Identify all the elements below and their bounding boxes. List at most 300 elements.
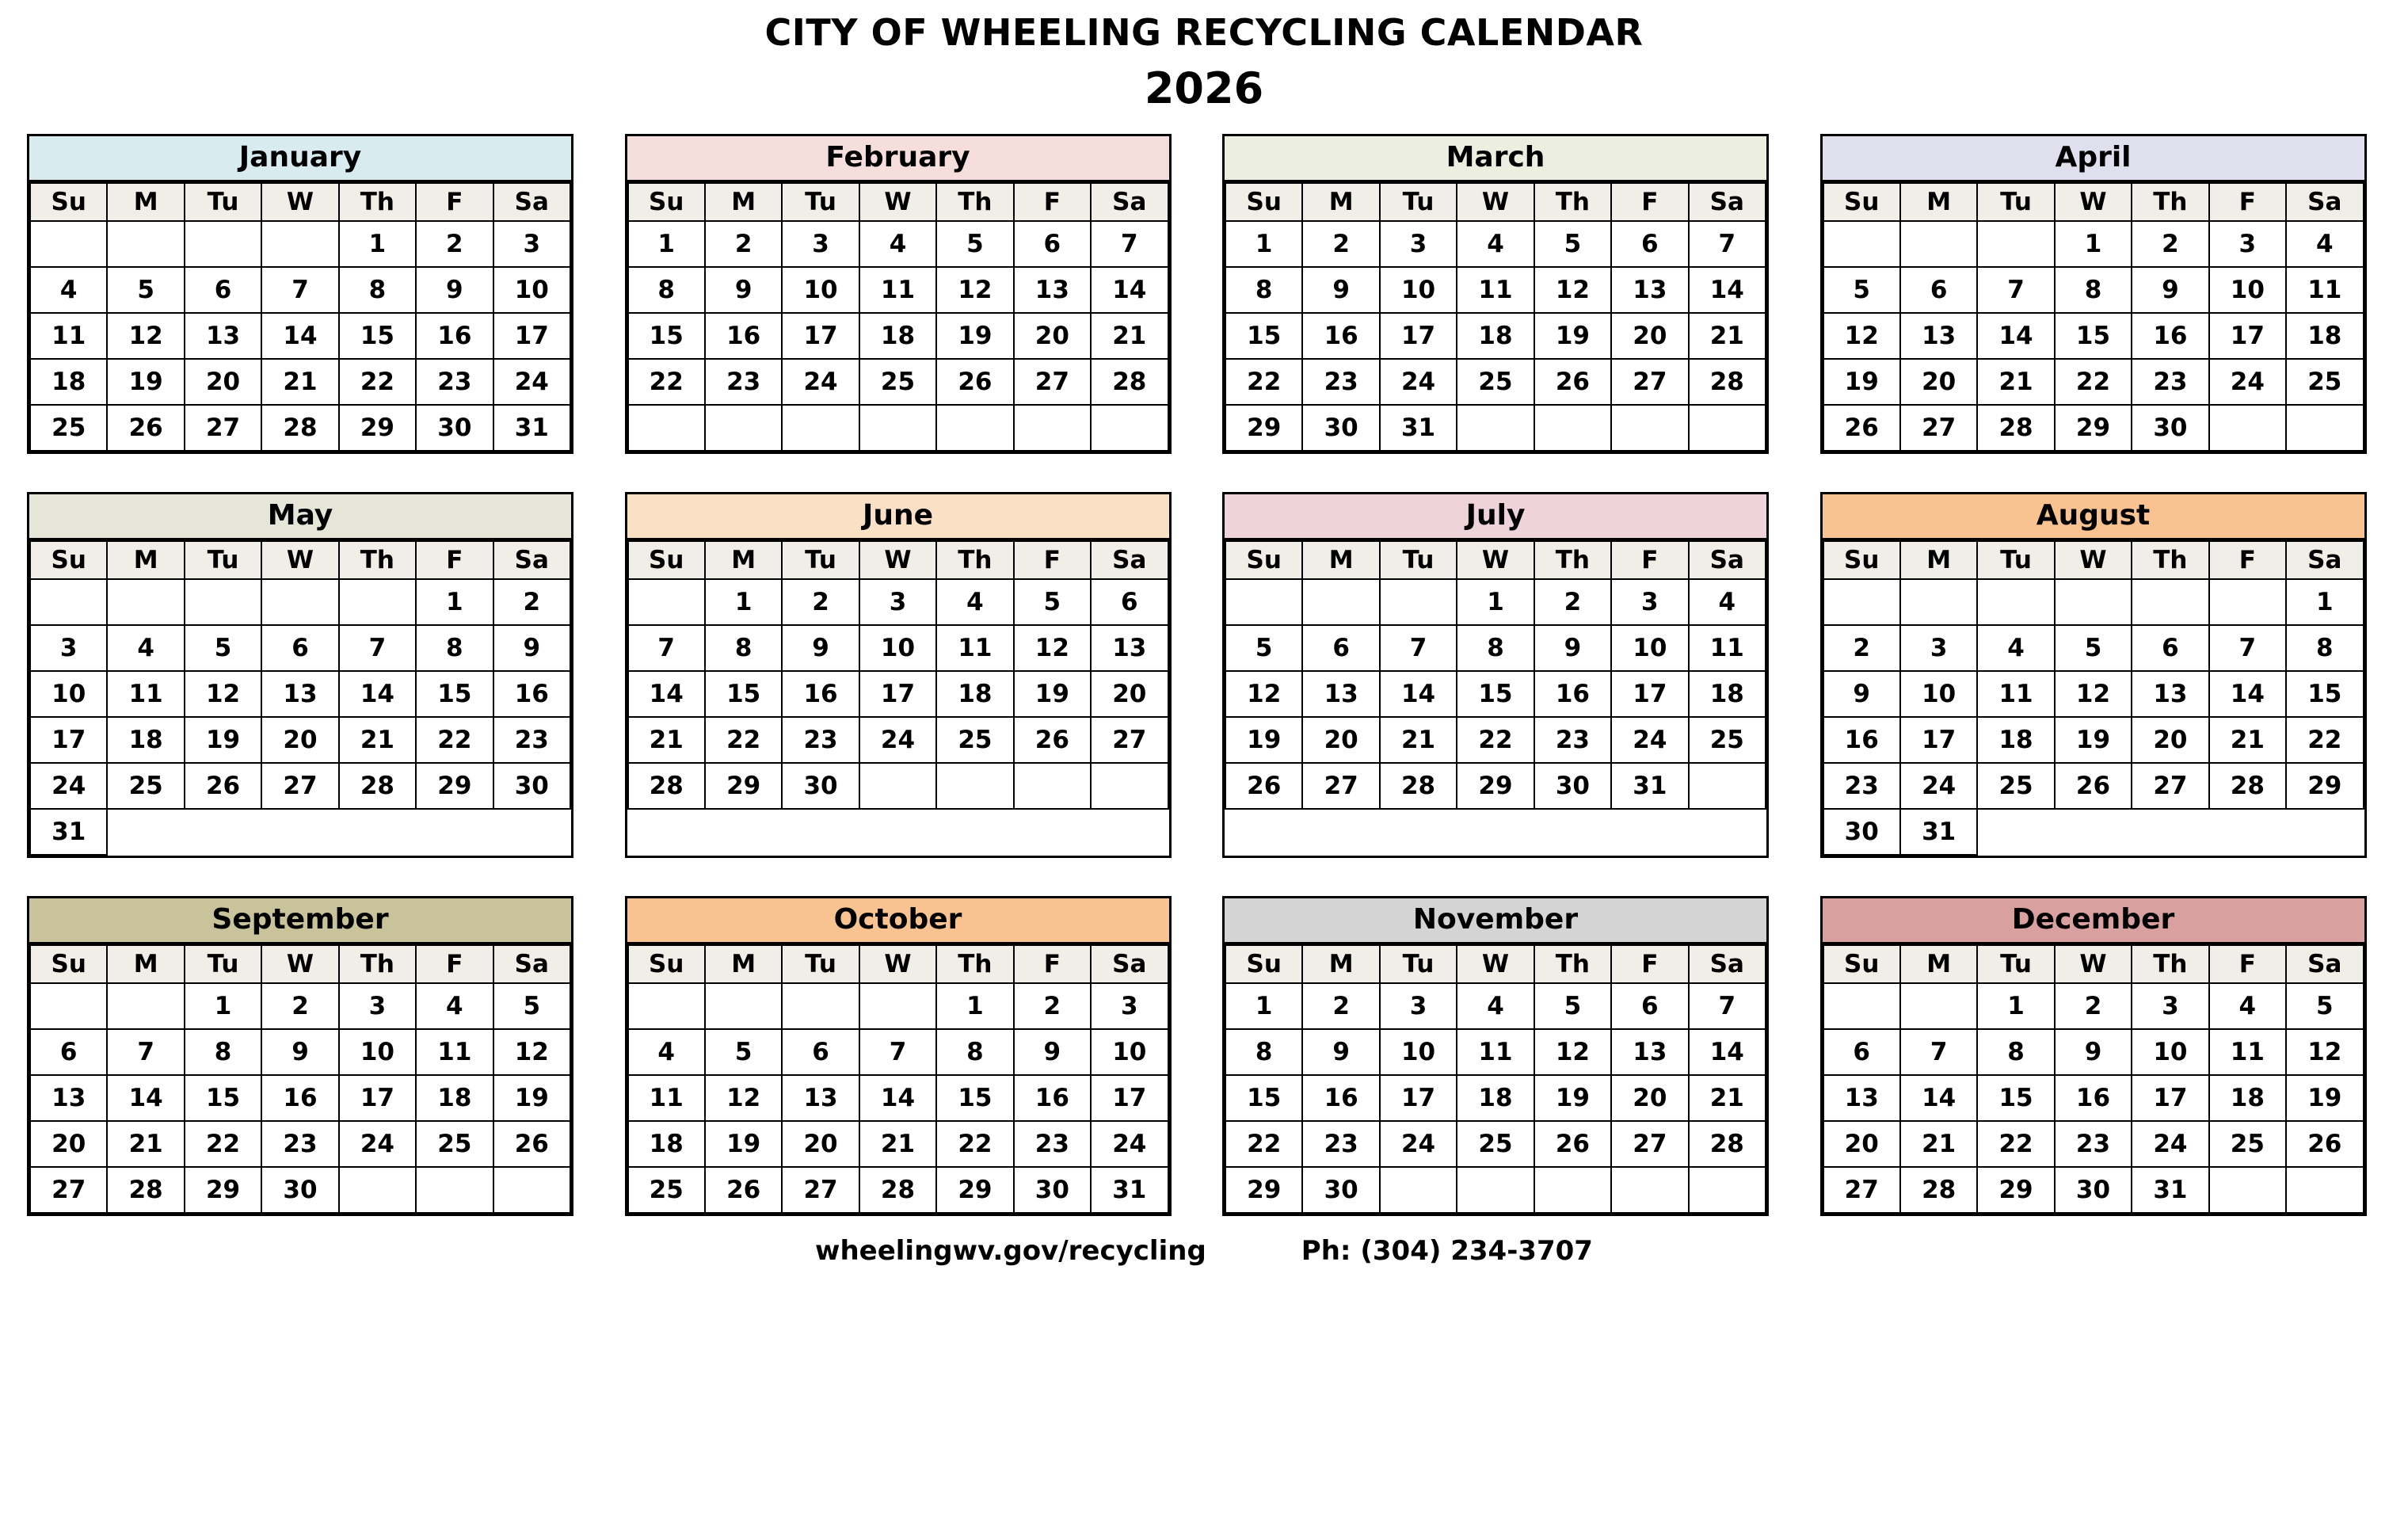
day-cell[interactable]: 12 — [185, 671, 261, 717]
day-cell[interactable]: 1 — [1457, 579, 1534, 625]
day-cell[interactable]: 11 — [628, 1075, 705, 1121]
day-cell[interactable]: 17 — [2209, 313, 2286, 359]
day-cell[interactable]: 19 — [1534, 1075, 1611, 1121]
day-cell[interactable]: 6 — [1302, 625, 1379, 671]
day-cell[interactable]: 14 — [1977, 313, 2054, 359]
day-cell[interactable]: 24 — [859, 717, 936, 763]
day-cell[interactable]: 20 — [261, 717, 338, 763]
day-cell[interactable]: 15 — [416, 671, 493, 717]
day-cell[interactable]: 26 — [185, 763, 261, 809]
day-cell[interactable]: 19 — [936, 313, 1013, 359]
footer-website[interactable]: wheelingwv.gov/recycling — [815, 1235, 1206, 1267]
day-cell[interactable]: 6 — [1091, 579, 1168, 625]
day-cell[interactable]: 2 — [1014, 983, 1091, 1029]
day-cell[interactable]: 9 — [1014, 1029, 1091, 1075]
day-cell[interactable]: 1 — [1225, 221, 1302, 267]
day-cell[interactable]: 25 — [416, 1121, 493, 1167]
day-cell[interactable]: 17 — [493, 313, 570, 359]
day-cell[interactable]: 10 — [1380, 267, 1457, 313]
day-cell[interactable]: 22 — [1225, 359, 1302, 405]
day-cell[interactable]: 28 — [1091, 359, 1168, 405]
day-cell[interactable]: 4 — [1457, 221, 1534, 267]
day-cell[interactable]: 18 — [107, 717, 184, 763]
day-cell[interactable]: 17 — [1611, 671, 1688, 717]
day-cell[interactable]: 11 — [1689, 625, 1766, 671]
day-cell[interactable]: 22 — [1225, 1121, 1302, 1167]
day-cell[interactable]: 10 — [859, 625, 936, 671]
day-cell[interactable]: 5 — [1823, 267, 1900, 313]
day-cell[interactable]: 27 — [30, 1167, 107, 1213]
day-cell[interactable]: 18 — [936, 671, 1013, 717]
day-cell[interactable]: 22 — [2055, 359, 2132, 405]
day-cell[interactable]: 29 — [185, 1167, 261, 1213]
day-cell[interactable]: 27 — [1611, 1121, 1688, 1167]
day-cell[interactable]: 27 — [1611, 359, 1688, 405]
day-cell[interactable]: 5 — [107, 267, 184, 313]
day-cell[interactable]: 9 — [2132, 267, 2208, 313]
day-cell[interactable]: 13 — [185, 313, 261, 359]
day-cell[interactable]: 14 — [859, 1075, 936, 1121]
day-cell[interactable]: 27 — [185, 405, 261, 451]
day-cell[interactable]: 14 — [1380, 671, 1457, 717]
day-cell[interactable]: 8 — [1225, 267, 1302, 313]
day-cell[interactable]: 22 — [1457, 717, 1534, 763]
day-cell[interactable]: 3 — [1380, 221, 1457, 267]
day-cell[interactable]: 7 — [107, 1029, 184, 1075]
day-cell[interactable]: 20 — [782, 1121, 859, 1167]
day-cell[interactable]: 31 — [493, 405, 570, 451]
day-cell[interactable]: 3 — [1091, 983, 1168, 1029]
day-cell[interactable]: 5 — [705, 1029, 782, 1075]
day-cell[interactable]: 27 — [1823, 1167, 1900, 1213]
day-cell[interactable]: 1 — [185, 983, 261, 1029]
day-cell[interactable]: 7 — [339, 625, 416, 671]
day-cell[interactable]: 25 — [1457, 1121, 1534, 1167]
day-cell[interactable]: 27 — [261, 763, 338, 809]
day-cell[interactable]: 9 — [416, 267, 493, 313]
day-cell[interactable]: 26 — [1225, 763, 1302, 809]
day-cell[interactable]: 26 — [2055, 763, 2132, 809]
day-cell[interactable]: 9 — [1823, 671, 1900, 717]
day-cell[interactable]: 21 — [1380, 717, 1457, 763]
day-cell[interactable]: 16 — [2055, 1075, 2132, 1121]
day-cell[interactable]: 23 — [416, 359, 493, 405]
day-cell[interactable]: 24 — [782, 359, 859, 405]
day-cell[interactable]: 28 — [628, 763, 705, 809]
day-cell[interactable]: 8 — [416, 625, 493, 671]
day-cell[interactable]: 15 — [2286, 671, 2363, 717]
day-cell[interactable]: 5 — [936, 221, 1013, 267]
day-cell[interactable]: 3 — [1900, 625, 1977, 671]
day-cell[interactable]: 30 — [1014, 1167, 1091, 1213]
day-cell[interactable]: 11 — [859, 267, 936, 313]
day-cell[interactable]: 5 — [185, 625, 261, 671]
day-cell[interactable]: 4 — [30, 267, 107, 313]
day-cell[interactable]: 30 — [1302, 405, 1379, 451]
day-cell[interactable]: 5 — [493, 983, 570, 1029]
day-cell[interactable]: 22 — [628, 359, 705, 405]
day-cell[interactable]: 22 — [416, 717, 493, 763]
day-cell[interactable]: 8 — [339, 267, 416, 313]
day-cell[interactable]: 6 — [1611, 983, 1688, 1029]
day-cell[interactable]: 23 — [705, 359, 782, 405]
day-cell[interactable]: 24 — [1380, 359, 1457, 405]
day-cell[interactable]: 20 — [1611, 1075, 1688, 1121]
day-cell[interactable]: 4 — [936, 579, 1013, 625]
day-cell[interactable]: 7 — [1689, 221, 1766, 267]
day-cell[interactable]: 10 — [1611, 625, 1688, 671]
day-cell[interactable]: 21 — [339, 717, 416, 763]
day-cell[interactable]: 2 — [1302, 983, 1379, 1029]
day-cell[interactable]: 10 — [2209, 267, 2286, 313]
day-cell[interactable]: 11 — [416, 1029, 493, 1075]
day-cell[interactable]: 12 — [2286, 1029, 2363, 1075]
day-cell[interactable]: 14 — [261, 313, 338, 359]
day-cell[interactable]: 7 — [1977, 267, 2054, 313]
day-cell[interactable]: 21 — [1689, 1075, 1766, 1121]
day-cell[interactable]: 13 — [261, 671, 338, 717]
day-cell[interactable]: 2 — [493, 579, 570, 625]
day-cell[interactable]: 21 — [2209, 717, 2286, 763]
day-cell[interactable]: 23 — [1823, 763, 1900, 809]
day-cell[interactable]: 25 — [1977, 763, 2054, 809]
day-cell[interactable]: 18 — [416, 1075, 493, 1121]
day-cell[interactable]: 30 — [782, 763, 859, 809]
day-cell[interactable]: 17 — [339, 1075, 416, 1121]
day-cell[interactable]: 30 — [1302, 1167, 1379, 1213]
day-cell[interactable]: 3 — [1611, 579, 1688, 625]
day-cell[interactable]: 15 — [705, 671, 782, 717]
day-cell[interactable]: 19 — [493, 1075, 570, 1121]
day-cell[interactable]: 4 — [2286, 221, 2363, 267]
day-cell[interactable]: 10 — [30, 671, 107, 717]
day-cell[interactable]: 14 — [1091, 267, 1168, 313]
day-cell[interactable]: 23 — [261, 1121, 338, 1167]
day-cell[interactable]: 20 — [1014, 313, 1091, 359]
day-cell[interactable]: 30 — [2055, 1167, 2132, 1213]
day-cell[interactable]: 2 — [2055, 983, 2132, 1029]
day-cell[interactable]: 5 — [1534, 983, 1611, 1029]
day-cell[interactable]: 24 — [1900, 763, 1977, 809]
day-cell[interactable]: 23 — [1302, 1121, 1379, 1167]
day-cell[interactable]: 25 — [628, 1167, 705, 1213]
day-cell[interactable]: 17 — [1091, 1075, 1168, 1121]
day-cell[interactable]: 1 — [1977, 983, 2054, 1029]
day-cell[interactable]: 2 — [782, 579, 859, 625]
day-cell[interactable]: 23 — [2132, 359, 2208, 405]
day-cell[interactable]: 10 — [782, 267, 859, 313]
day-cell[interactable]: 20 — [2132, 717, 2208, 763]
day-cell[interactable]: 17 — [1380, 1075, 1457, 1121]
day-cell[interactable]: 20 — [1091, 671, 1168, 717]
day-cell[interactable]: 12 — [1225, 671, 1302, 717]
day-cell[interactable]: 25 — [30, 405, 107, 451]
day-cell[interactable]: 3 — [782, 221, 859, 267]
day-cell[interactable]: 23 — [1534, 717, 1611, 763]
day-cell[interactable]: 3 — [2132, 983, 2208, 1029]
day-cell[interactable]: 13 — [1091, 625, 1168, 671]
day-cell[interactable]: 21 — [107, 1121, 184, 1167]
day-cell[interactable]: 13 — [1302, 671, 1379, 717]
day-cell[interactable]: 21 — [1689, 313, 1766, 359]
day-cell[interactable]: 1 — [339, 221, 416, 267]
day-cell[interactable]: 8 — [1225, 1029, 1302, 1075]
day-cell[interactable]: 17 — [1380, 313, 1457, 359]
day-cell[interactable]: 18 — [1689, 671, 1766, 717]
day-cell[interactable]: 10 — [1380, 1029, 1457, 1075]
day-cell[interactable]: 19 — [2055, 717, 2132, 763]
day-cell[interactable]: 29 — [339, 405, 416, 451]
day-cell[interactable]: 23 — [782, 717, 859, 763]
day-cell[interactable]: 18 — [2286, 313, 2363, 359]
day-cell[interactable]: 13 — [2132, 671, 2208, 717]
day-cell[interactable]: 22 — [185, 1121, 261, 1167]
day-cell[interactable]: 25 — [1457, 359, 1534, 405]
day-cell[interactable]: 27 — [1900, 405, 1977, 451]
day-cell[interactable]: 7 — [2209, 625, 2286, 671]
day-cell[interactable]: 10 — [2132, 1029, 2208, 1075]
day-cell[interactable]: 23 — [493, 717, 570, 763]
day-cell[interactable]: 4 — [1977, 625, 2054, 671]
day-cell[interactable]: 16 — [1014, 1075, 1091, 1121]
day-cell[interactable]: 14 — [628, 671, 705, 717]
day-cell[interactable]: 12 — [1534, 1029, 1611, 1075]
day-cell[interactable]: 20 — [1900, 359, 1977, 405]
day-cell[interactable]: 1 — [705, 579, 782, 625]
day-cell[interactable]: 11 — [1457, 267, 1534, 313]
day-cell[interactable]: 13 — [1900, 313, 1977, 359]
day-cell[interactable]: 27 — [1014, 359, 1091, 405]
day-cell[interactable]: 31 — [30, 809, 107, 855]
day-cell[interactable]: 13 — [1823, 1075, 1900, 1121]
day-cell[interactable]: 12 — [705, 1075, 782, 1121]
day-cell[interactable]: 4 — [1689, 579, 1766, 625]
day-cell[interactable]: 30 — [493, 763, 570, 809]
day-cell[interactable]: 11 — [1457, 1029, 1534, 1075]
day-cell[interactable]: 31 — [1380, 405, 1457, 451]
day-cell[interactable]: 6 — [1823, 1029, 1900, 1075]
day-cell[interactable]: 7 — [1380, 625, 1457, 671]
day-cell[interactable]: 29 — [416, 763, 493, 809]
day-cell[interactable]: 20 — [1823, 1121, 1900, 1167]
day-cell[interactable]: 9 — [1302, 267, 1379, 313]
day-cell[interactable]: 30 — [1534, 763, 1611, 809]
day-cell[interactable]: 18 — [1457, 313, 1534, 359]
day-cell[interactable]: 1 — [936, 983, 1013, 1029]
day-cell[interactable]: 26 — [2286, 1121, 2363, 1167]
day-cell[interactable]: 21 — [1900, 1121, 1977, 1167]
day-cell[interactable]: 2 — [416, 221, 493, 267]
day-cell[interactable]: 18 — [2209, 1075, 2286, 1121]
day-cell[interactable]: 9 — [2055, 1029, 2132, 1075]
day-cell[interactable]: 14 — [107, 1075, 184, 1121]
day-cell[interactable]: 9 — [1534, 625, 1611, 671]
day-cell[interactable]: 14 — [2209, 671, 2286, 717]
day-cell[interactable]: 3 — [1380, 983, 1457, 1029]
day-cell[interactable]: 8 — [628, 267, 705, 313]
day-cell[interactable]: 28 — [1689, 1121, 1766, 1167]
day-cell[interactable]: 16 — [1534, 671, 1611, 717]
day-cell[interactable]: 11 — [2209, 1029, 2286, 1075]
day-cell[interactable]: 24 — [493, 359, 570, 405]
day-cell[interactable]: 16 — [416, 313, 493, 359]
day-cell[interactable]: 12 — [1534, 267, 1611, 313]
day-cell[interactable]: 29 — [936, 1167, 1013, 1213]
day-cell[interactable]: 14 — [1900, 1075, 1977, 1121]
day-cell[interactable]: 25 — [2209, 1121, 2286, 1167]
day-cell[interactable]: 11 — [1977, 671, 2054, 717]
day-cell[interactable]: 31 — [1900, 809, 1977, 855]
day-cell[interactable]: 8 — [2286, 625, 2363, 671]
day-cell[interactable]: 16 — [1302, 1075, 1379, 1121]
day-cell[interactable]: 18 — [628, 1121, 705, 1167]
day-cell[interactable]: 9 — [705, 267, 782, 313]
day-cell[interactable]: 7 — [859, 1029, 936, 1075]
day-cell[interactable]: 8 — [936, 1029, 1013, 1075]
day-cell[interactable]: 27 — [2132, 763, 2208, 809]
day-cell[interactable]: 23 — [2055, 1121, 2132, 1167]
day-cell[interactable]: 5 — [2055, 625, 2132, 671]
day-cell[interactable]: 25 — [859, 359, 936, 405]
day-cell[interactable]: 29 — [705, 763, 782, 809]
day-cell[interactable]: 19 — [107, 359, 184, 405]
day-cell[interactable]: 5 — [1014, 579, 1091, 625]
day-cell[interactable]: 31 — [1611, 763, 1688, 809]
day-cell[interactable]: 23 — [1014, 1121, 1091, 1167]
day-cell[interactable]: 19 — [1225, 717, 1302, 763]
day-cell[interactable]: 12 — [493, 1029, 570, 1075]
day-cell[interactable]: 19 — [1014, 671, 1091, 717]
day-cell[interactable]: 28 — [1380, 763, 1457, 809]
day-cell[interactable]: 8 — [705, 625, 782, 671]
day-cell[interactable]: 28 — [1900, 1167, 1977, 1213]
day-cell[interactable]: 18 — [1457, 1075, 1534, 1121]
day-cell[interactable]: 16 — [705, 313, 782, 359]
day-cell[interactable]: 28 — [1977, 405, 2054, 451]
day-cell[interactable]: 29 — [1457, 763, 1534, 809]
day-cell[interactable]: 26 — [493, 1121, 570, 1167]
day-cell[interactable]: 12 — [1014, 625, 1091, 671]
day-cell[interactable]: 26 — [1534, 359, 1611, 405]
day-cell[interactable]: 29 — [2055, 405, 2132, 451]
day-cell[interactable]: 22 — [936, 1121, 1013, 1167]
day-cell[interactable]: 24 — [1380, 1121, 1457, 1167]
day-cell[interactable]: 17 — [1900, 717, 1977, 763]
day-cell[interactable]: 30 — [2132, 405, 2208, 451]
day-cell[interactable]: 29 — [1225, 405, 1302, 451]
day-cell[interactable]: 15 — [1457, 671, 1534, 717]
day-cell[interactable]: 10 — [1900, 671, 1977, 717]
day-cell[interactable]: 2 — [2132, 221, 2208, 267]
day-cell[interactable]: 24 — [339, 1121, 416, 1167]
day-cell[interactable]: 18 — [1977, 717, 2054, 763]
day-cell[interactable]: 21 — [261, 359, 338, 405]
day-cell[interactable]: 7 — [1689, 983, 1766, 1029]
day-cell[interactable]: 18 — [30, 359, 107, 405]
day-cell[interactable]: 11 — [30, 313, 107, 359]
day-cell[interactable]: 1 — [2286, 579, 2363, 625]
day-cell[interactable]: 29 — [1977, 1167, 2054, 1213]
day-cell[interactable]: 17 — [30, 717, 107, 763]
day-cell[interactable]: 13 — [1014, 267, 1091, 313]
day-cell[interactable]: 8 — [2055, 267, 2132, 313]
day-cell[interactable]: 2 — [261, 983, 338, 1029]
day-cell[interactable]: 9 — [493, 625, 570, 671]
day-cell[interactable]: 23 — [1302, 359, 1379, 405]
day-cell[interactable]: 16 — [1823, 717, 1900, 763]
day-cell[interactable]: 27 — [1091, 717, 1168, 763]
day-cell[interactable]: 31 — [1091, 1167, 1168, 1213]
day-cell[interactable]: 28 — [339, 763, 416, 809]
day-cell[interactable]: 19 — [185, 717, 261, 763]
day-cell[interactable]: 9 — [1302, 1029, 1379, 1075]
day-cell[interactable]: 9 — [782, 625, 859, 671]
day-cell[interactable]: 29 — [1225, 1167, 1302, 1213]
day-cell[interactable]: 19 — [1534, 313, 1611, 359]
day-cell[interactable]: 5 — [1534, 221, 1611, 267]
day-cell[interactable]: 21 — [628, 717, 705, 763]
day-cell[interactable]: 30 — [1823, 809, 1900, 855]
day-cell[interactable]: 17 — [2132, 1075, 2208, 1121]
day-cell[interactable]: 5 — [2286, 983, 2363, 1029]
day-cell[interactable]: 26 — [1534, 1121, 1611, 1167]
day-cell[interactable]: 20 — [30, 1121, 107, 1167]
day-cell[interactable]: 13 — [30, 1075, 107, 1121]
day-cell[interactable]: 26 — [1823, 405, 1900, 451]
day-cell[interactable]: 24 — [2132, 1121, 2208, 1167]
day-cell[interactable]: 2 — [705, 221, 782, 267]
day-cell[interactable]: 9 — [261, 1029, 338, 1075]
day-cell[interactable]: 26 — [705, 1167, 782, 1213]
day-cell[interactable]: 2 — [1534, 579, 1611, 625]
day-cell[interactable]: 6 — [1611, 221, 1688, 267]
day-cell[interactable]: 7 — [1900, 1029, 1977, 1075]
day-cell[interactable]: 14 — [339, 671, 416, 717]
day-cell[interactable]: 20 — [185, 359, 261, 405]
day-cell[interactable]: 15 — [936, 1075, 1013, 1121]
day-cell[interactable]: 17 — [859, 671, 936, 717]
day-cell[interactable]: 4 — [416, 983, 493, 1029]
day-cell[interactable]: 22 — [1977, 1121, 2054, 1167]
day-cell[interactable]: 7 — [1091, 221, 1168, 267]
day-cell[interactable]: 24 — [1091, 1121, 1168, 1167]
day-cell[interactable]: 17 — [782, 313, 859, 359]
day-cell[interactable]: 6 — [1014, 221, 1091, 267]
day-cell[interactable]: 1 — [628, 221, 705, 267]
day-cell[interactable]: 12 — [936, 267, 1013, 313]
day-cell[interactable]: 22 — [705, 717, 782, 763]
day-cell[interactable]: 21 — [859, 1121, 936, 1167]
day-cell[interactable]: 19 — [1823, 359, 1900, 405]
day-cell[interactable]: 16 — [2132, 313, 2208, 359]
day-cell[interactable]: 16 — [1302, 313, 1379, 359]
day-cell[interactable]: 20 — [1611, 313, 1688, 359]
day-cell[interactable]: 4 — [1457, 983, 1534, 1029]
day-cell[interactable]: 6 — [30, 1029, 107, 1075]
day-cell[interactable]: 4 — [107, 625, 184, 671]
day-cell[interactable]: 4 — [859, 221, 936, 267]
day-cell[interactable]: 24 — [30, 763, 107, 809]
day-cell[interactable]: 21 — [1977, 359, 2054, 405]
day-cell[interactable]: 28 — [1689, 359, 1766, 405]
day-cell[interactable]: 28 — [107, 1167, 184, 1213]
day-cell[interactable]: 15 — [1225, 313, 1302, 359]
day-cell[interactable]: 20 — [1302, 717, 1379, 763]
day-cell[interactable]: 15 — [2055, 313, 2132, 359]
day-cell[interactable]: 1 — [1225, 983, 1302, 1029]
day-cell[interactable]: 29 — [2286, 763, 2363, 809]
day-cell[interactable]: 4 — [2209, 983, 2286, 1029]
